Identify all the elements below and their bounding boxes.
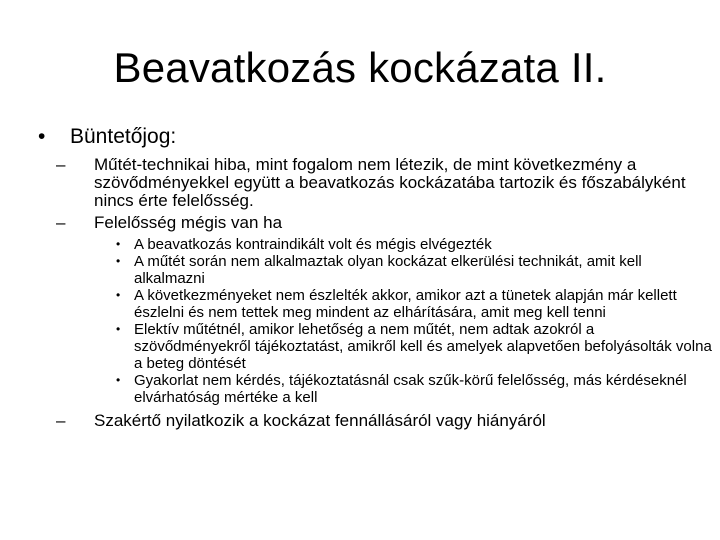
nested-item [36, 236, 714, 253]
subitem-muteti-hiba [36, 156, 706, 210]
dash-marker: – [56, 411, 66, 430]
nested-item-text: A műtét során nem alkalmaztak olyan kockázat elkerülési technikát, amit kell alkalmazni [134, 253, 642, 287]
dot-marker: • [116, 322, 121, 336]
nested-item-text: A következményeket nem észlelték akkor, amikor azt a tünetek alapján már kellett észlelni és nem tettek meg mindent az elhárítására, amit meg kell tenni [134, 287, 677, 321]
nested-item [36, 372, 714, 406]
dot-marker: • [116, 254, 121, 268]
dot-marker: • [116, 288, 121, 302]
subitem-text: Szakértő nyilatkozik a kockázat fennállásáról vagy hiányáról [94, 411, 546, 430]
dot-marker: • [116, 237, 121, 251]
nested-item [36, 253, 714, 287]
slide-content [36, 124, 712, 430]
bullet-text: Büntetőjog: [70, 125, 177, 148]
subitem-szakerto [36, 412, 706, 430]
dot-marker: • [116, 373, 121, 387]
dash-marker: – [56, 213, 66, 232]
subitem-felelosseg [36, 214, 706, 232]
nested-list [36, 236, 712, 406]
bullet-buntetojog [36, 124, 706, 150]
nested-item-text: A beavatkozás kontraindikált volt és mégis elvégezték [134, 236, 492, 253]
nested-item-text: Gyakorlat nem kérdés, tájékoztatásnál csak szűk-körű felelősség, más kérdéseknél elvárhatóság mértéke a kell [134, 372, 687, 406]
nested-item-text: Elektív műtétnél, amikor lehetőség a nem műtét, nem adtak azokról a szövődményekről tájékoztatást, amikről kell és amelyek alapvetően befolyásolták volna a beteg döntését [134, 321, 712, 372]
nested-item [36, 321, 714, 372]
subitem-text: Felelősség mégis van ha [94, 213, 283, 232]
nested-item [36, 287, 714, 321]
dash-marker: – [56, 155, 66, 174]
bullet-marker: • [38, 125, 46, 148]
slide-title: Beavatkozás kockázata II. [113, 44, 607, 91]
subitem-text: Műtét-technikai hiba, mint fogalom nem létezik, de mint következmény a szövődményekkel együtt a beavatkozás kockázatába tartozik és főszabályként nincs érte felelősség. [94, 155, 686, 210]
